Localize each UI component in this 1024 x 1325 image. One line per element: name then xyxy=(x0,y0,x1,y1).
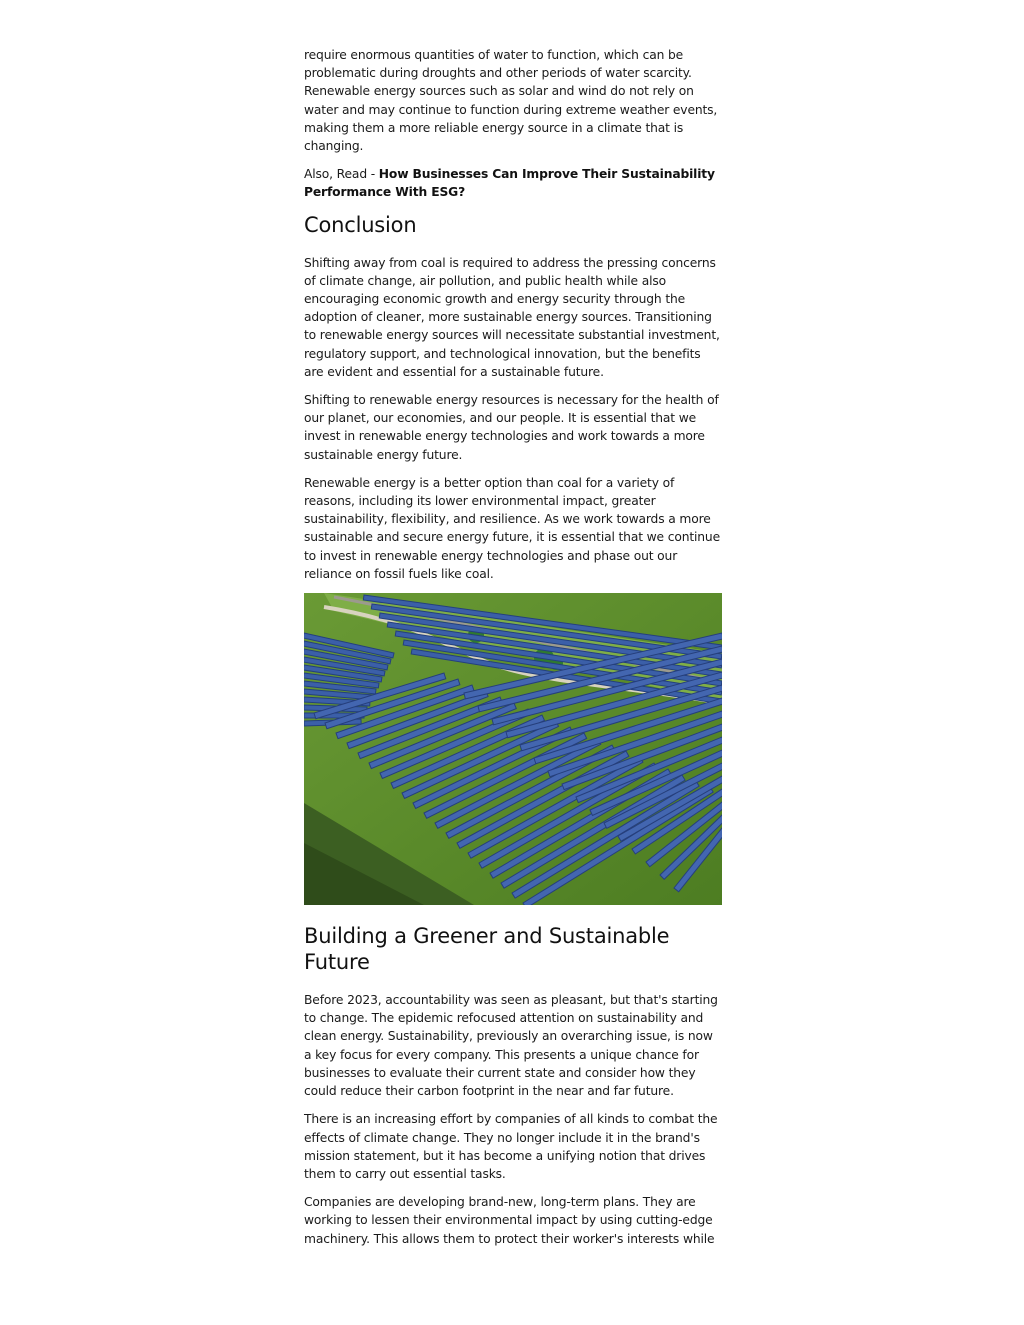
conclusion-paragraph-2: Shifting to renewable energy resources is necessary for the health of our planet, our economies, and our people. It is essential that we invest in renewable energy technologies and work towards a more sustainable energy future. xyxy=(304,393,719,462)
article-body xyxy=(304,46,722,1258)
conclusion-heading: Conclusion xyxy=(304,212,417,237)
intro-paragraph: require enormous quantities of water to function, which can be problematic during droughts and other periods of water scarcity. Renewable energy sources such as solar and wind do not rely on water and may continue to function during extreme weather events, making them a more reliable energy source in a climate that is changing. xyxy=(304,48,718,154)
also-read xyxy=(304,165,722,201)
conclusion-paragraph-3: Renewable energy is a better option than coal for a variety of reasons, including its lower environmental impact, greater sustainability, flexibility, and resilience. As we work towards a more sustainable and secure energy future, it is essential that we continue to invest in renewable energy technologies and phase out our reliance on fossil fuels like coal. xyxy=(304,475,720,581)
also-read-prefix: Also, Read - xyxy=(304,167,379,182)
building-paragraph-2: There is an increasing effort by companies of all kinds to combat the effects of climate change. They no longer include it in the brand's mission statement, but it has become a unifying notion that drives them to carry out essential tasks. xyxy=(304,1112,718,1181)
conclusion-paragraph-1: Shifting away from coal is required to address the pressing concerns of climate change, air pollution, and public health while also encouraging economic growth and energy security through the adoption of cleaner, more sustainable energy sources. Transitioning to renewable energy sources will necessitate substantial investment, regulatory support, and technological innovation, but the benefits are evident and essential for a sustainable future. xyxy=(304,255,720,379)
building-paragraph-1: Before 2023, accountability was seen as pleasant, but that's starting to change. The epidemic refocused attention on sustainability and clean energy. Sustainability, previously an overarching issue, is now a key focus for every company. This presents a unique chance for businesses to evaluate their current state and consider how they could reduce their carbon footprint in the near and far future. xyxy=(304,993,718,1099)
building-heading: Building a Greener and Sustainable Future xyxy=(304,924,670,975)
solar-farm-photo xyxy=(304,593,722,905)
building-paragraph-3: Companies are developing brand-new, long-term plans. They are working to lessen their environmental impact by using cutting-edge machinery. This allows them to protect their worker's interests while xyxy=(304,1195,715,1246)
also-read-link[interactable]: How Businesses Can Improve Their Sustainability Performance With ESG? xyxy=(304,167,715,200)
